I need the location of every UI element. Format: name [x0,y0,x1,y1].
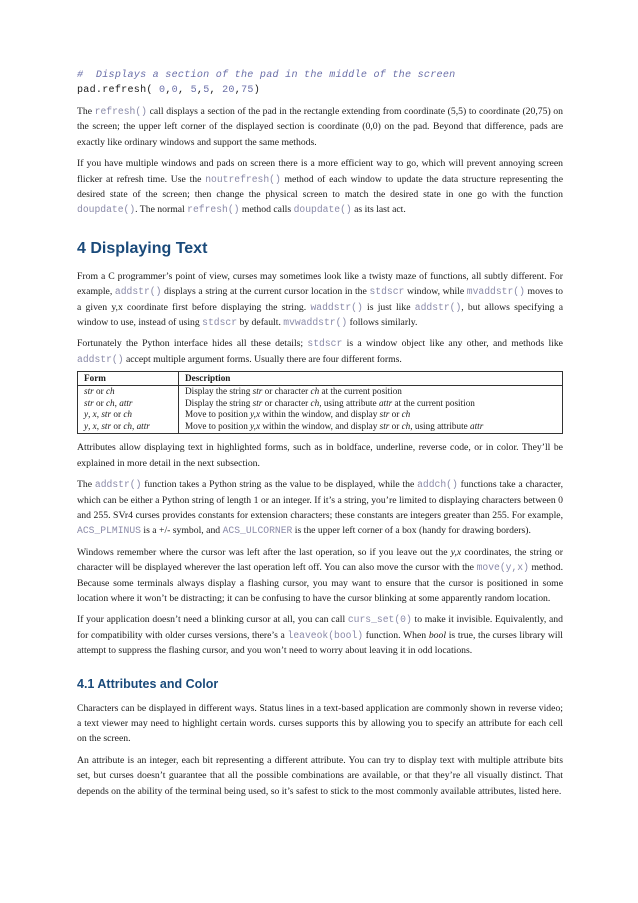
italic-term: y,x [250,409,261,420]
italic-term: ch [105,386,115,397]
forms-table-row [78,398,563,410]
italic-term: str [252,386,263,397]
italic-term: y,x [450,546,462,558]
italic-term: ch [105,397,115,408]
italic-term: str [84,397,94,408]
forms-table-header-description: Description [179,372,563,386]
inline-code: ACS_ULCORNER [222,525,293,537]
code-call-close: ) [253,85,260,96]
inline-code: mvwaddstr() [283,317,348,329]
inline-code: addstr() [114,286,162,298]
italic-term: str [101,409,112,420]
forms-table-cell-form: y, x, str or ch, attr [78,421,179,434]
italic-term: y [84,409,89,420]
inline-code: ACS_PLMINUS [77,525,141,537]
section-4-paragraph-4: The addstr() function takes a Python string as the value to be displayed, while the addch() functions take a character, which can be either a Python string of length 1 or an integer. If it’s a string, you’re limited to displaying characters between 0 and 255. SVr4 curses provides constants for extension characters; these constants are integers greater than 255. For example, ACS_PLMINUS is a +/- symbol, and ACS_ULCORNER is the upper left corner of a box (handy for drawing borders). [77,479,564,537]
section-4-paragraph-5: Windows remember where the cursor was left after the last operation, so if you leave out the y,x coordinates, the string or character will be displayed wherever the last operation left off. You can also move the cursor with the move(y,x) method. Because some terminals always display a flashing cursor, you may want to ensure that the cursor is positioned in some location where it won’t be distracting; it can be confusing to have the cursor blinking at some apparently random location. [77,546,564,604]
code-arg: 20 [222,85,235,96]
code-refresh-call: pad.refresh( 0,0, 5,5, 20,75) [77,85,260,96]
forms-table-cell-description: Move to position y,x within the window, and display str or ch [179,409,563,421]
inline-code: stdscr [369,286,405,298]
inline-code: addstr() [414,301,462,313]
italic-term: str [252,397,263,408]
italic-term: y [84,420,89,431]
inline-code: refresh() [187,204,240,216]
code-call-name: pad.refresh( [77,85,159,96]
italic-term: attr [119,397,133,408]
italic-term: attr [470,420,484,431]
forms-table-cell-form: y, x, str or ch [78,409,179,421]
italic-term: x [92,420,97,431]
inline-code: addstr() [77,353,124,365]
italic-term: ch [401,409,411,420]
inline-code: refresh() [94,106,147,117]
forms-table-cell-description: Display the string str or character ch, using attribute attr at the current position [179,398,563,410]
code-arg: 5 [190,85,197,96]
inline-code: addstr() [94,479,142,491]
inline-code: move(y,x) [476,562,529,574]
forms-table-row [78,409,563,421]
forms-table-cell-form: str or ch [78,386,179,398]
code-arg: 0 [159,85,166,96]
code-arg: 5 [203,85,210,96]
inline-code: leaveok(bool) [287,629,364,641]
code-arg: 0 [171,85,178,96]
italic-term: str [84,386,94,397]
forms-table-header-row [78,372,563,386]
section-4-paragraph-2: Fortunately the Python interface hides all these details; stdscr is a window object like any other, and methods like addstr() accept multiple argument forms. Usually there are four different forms. [77,338,563,365]
italic-term: attr [136,420,150,431]
inline-code: curs_set(0) [347,614,412,626]
forms-table-header-form: Form [78,372,179,386]
section-4-1-heading: 4.1 Attributes and Color [77,676,219,691]
section-4-paragraph-1: From a C programmer’s point of view, curses may sometimes look like a twisty maze of functions, all subtly different. For example, addstr() displays a string at the current cursor location in the stdscr window, while mvaddstr() moves to a given y,x coordinate first before displaying the string. waddstr() is just like addstr(), but allows specifying a window to use, instead of using stdscr by default. mvwaddstr() follows similarly. [77,270,564,329]
section-4-1-paragraph-2: An attribute is an integer, each bit representing a different attribute. You can try to display text with multiple attribute bits set, but curses doesn’t guarantee that all the possible combinations are available, or that they’re all visually distinct. That depends on the ability of the terminal being used, so it’s safest to stick to the most commonly available attributes, listed here. [77,754,563,797]
italic-term: str [379,420,390,431]
document-page [77,68,563,799]
inline-code: doupdate() [293,204,352,216]
italic-term: ch [310,397,320,408]
italic-term: str [379,409,390,420]
inline-code: addch() [417,479,458,491]
italic-term: str [101,420,112,431]
italic-term: ch [123,409,132,420]
code-comment: # Displays a section of the pad in the middle of the screen [77,70,456,81]
section-4-1-paragraph-1: Characters can be displayed in different ways. Status lines in a text-based application are commonly shown in reverse video; a text viewer may need to highlight certain words. curses supports this by allowing you to specify an attribute for each cell on the screen. [77,702,563,745]
italic-term: bool [428,629,447,641]
italic-term: ch [310,386,320,397]
forms-table-body [78,386,563,434]
forms-table-cell-description: Display the string str or character ch at the current position [179,386,563,398]
forms-table-cell-description: Move to position y,x within the window, and display str or ch, using attribute attr [179,421,563,434]
section-4-paragraph-3: Attributes allow displaying text in highlighted forms, such as in boldface, underline, reverse code, or in color. They’ll be explained in more detail in the next subsection. [77,442,563,469]
inline-code: waddstr() [310,301,363,313]
inline-code: mvaddstr() [466,286,525,298]
section-4-paragraph-6: If your application doesn’t need a blinking cursor at all, you can call curs_set(0) to make it invisible. Equivalently, and for compatibility with older curses versions, there’s a leaveok(bool) function. When bool is true, the curses library will attempt to suppress the flashing cursor, and you won’t need to worry about leaving it in odd locations. [77,614,564,657]
code-arg: 75 [241,85,254,96]
section-4-heading: 4 Displaying Text [77,239,208,257]
italic-term: x [92,409,97,420]
inline-code: stdscr [307,338,343,350]
inline-code: noutrefresh() [205,173,281,185]
intro-paragraph-2: If you have multiple windows and pads on screen there is a more efficient way to go, which will prevent annoying screen flicker at refresh time. Use the noutrefresh() method of each window to update the data structure representing the desired state of the screen; then change the physical screen to match the desired state in one go with the function doupdate(). The normal refresh() method calls doupdate() as its last act. [77,158,563,216]
inline-code: stdscr [202,317,238,329]
forms-table-cell-form: str or ch, attr [78,398,179,410]
forms-table-row [78,386,563,398]
intro-paragraph-1: The refresh() call displays a section of the pad in the rectangle extending from coordinate (5,5) to coordinate (20,75) on the screen; the upper left corner of the displayed section is coordinate (0,0) on the pad. Beyond that difference, pads are exactly like ordinary windows and support the same methods. [77,106,563,148]
italic-term: attr [378,397,393,408]
italic-term: ch [401,420,411,431]
forms-table-row [78,421,563,434]
forms-table [77,371,563,434]
italic-term: y,x [250,420,261,431]
italic-term: ch [123,420,132,431]
inline-code: doupdate() [77,204,136,216]
